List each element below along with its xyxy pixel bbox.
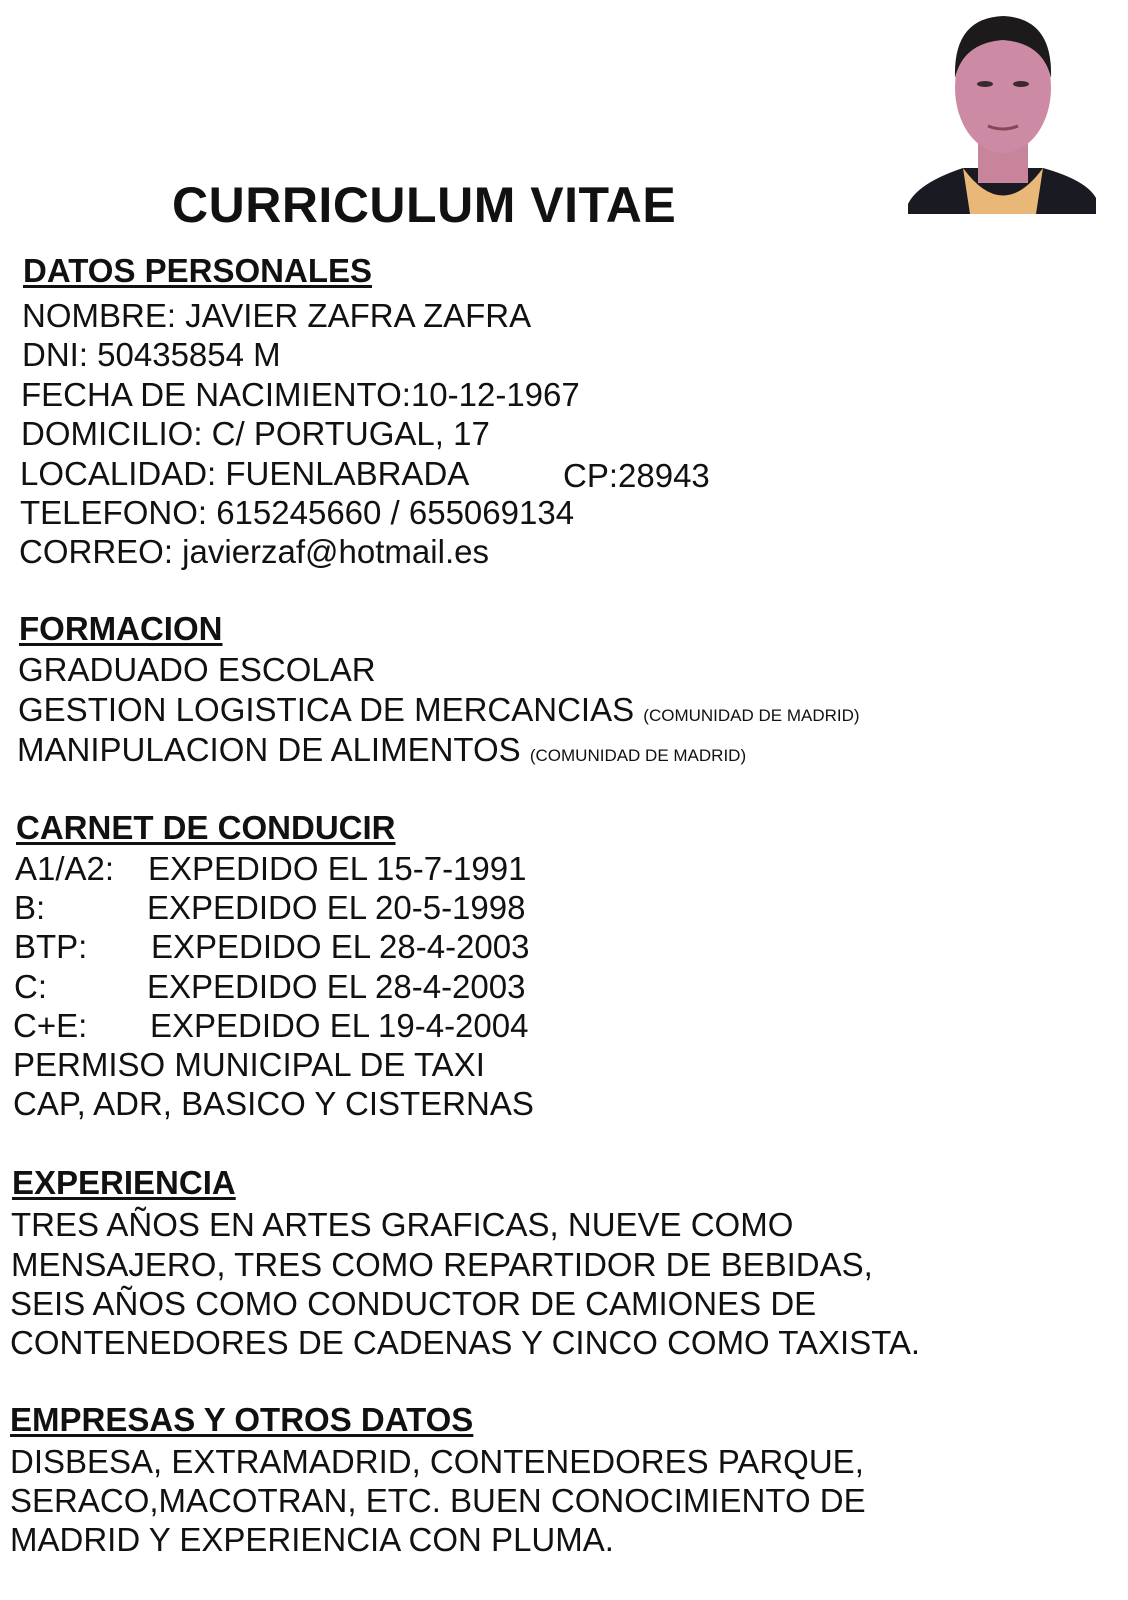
- dni-line: DNI: 50435854 M: [22, 336, 281, 373]
- experience-line: SEIS AÑOS COMO CONDUCTOR DE CAMIONES DE: [10, 1285, 817, 1322]
- license-row: C: EXPEDIDO EL 28-4-2003: [14, 968, 526, 1005]
- companies-line: DISBESA, EXTRAMADRID, CONTENEDORES PARQUE,: [10, 1443, 864, 1480]
- address-line: DOMICILIO: C/ PORTUGAL, 17: [21, 415, 490, 452]
- locality-line: LOCALIDAD: FUENLABRADA: [20, 455, 470, 492]
- section-heading-carnet: CARNET DE CONDUCIR: [16, 809, 396, 846]
- birthdate-line: FECHA DE NACIMIENTO:10-12-1967: [21, 376, 580, 413]
- experience-line: TRES AÑOS EN ARTES GRAFICAS, NUEVE COMO: [11, 1206, 794, 1243]
- license-row: BTP: EXPEDIDO EL 28-4-2003: [14, 928, 530, 965]
- education-item: GESTION LOGISTICA DE MERCANCIAS (COMUNIDAD DE MADRID): [18, 691, 860, 728]
- name-line: NOMBRE: JAVIER ZAFRA ZAFRA: [22, 297, 532, 334]
- companies-line: MADRID Y EXPERIENCIA CON PLUMA.: [10, 1521, 614, 1558]
- phone-line: TELEFONO: 615245660 / 655069134: [20, 494, 575, 531]
- license-row: B: EXPEDIDO EL 20-5-1998: [14, 889, 526, 926]
- license-extra: PERMISO MUNICIPAL DE TAXI: [13, 1046, 485, 1083]
- section-heading-formacion: FORMACION: [19, 610, 223, 647]
- section-heading-empresas: EMPRESAS Y OTROS DATOS: [10, 1401, 474, 1438]
- companies-line: SERACO,MACOTRAN, ETC. BUEN CONOCIMIENTO DE: [10, 1482, 866, 1519]
- profile-photo: [908, 8, 1096, 214]
- education-note: (COMUNIDAD DE MADRID): [643, 706, 860, 725]
- section-heading-experiencia: EXPERIENCIA: [12, 1164, 236, 1201]
- section-heading-personal: DATOS PERSONALES: [23, 252, 372, 289]
- license-row: C+E: EXPEDIDO EL 19-4-2004: [13, 1007, 529, 1044]
- license-row: A1/A2: EXPEDIDO EL 15-7-1991: [15, 850, 527, 887]
- page-title: CURRICULUM VITAE: [172, 177, 677, 233]
- education-item: MANIPULACION DE ALIMENTOS (COMUNIDAD DE MADRID): [17, 731, 747, 768]
- experience-line: MENSAJERO, TRES COMO REPARTIDOR DE BEBIDAS,: [11, 1246, 873, 1283]
- experience-line: CONTENEDORES DE CADENAS Y CINCO COMO TAXISTA.: [10, 1324, 921, 1361]
- education-note: (COMUNIDAD DE MADRID): [529, 746, 747, 765]
- license-extra: CAP, ADR, BASICO Y CISTERNAS: [13, 1085, 534, 1122]
- education-item: GRADUADO ESCOLAR: [18, 651, 376, 688]
- email-line: CORREO: javierzaf@hotmail.es: [19, 533, 489, 570]
- postal-code: CP:28943: [563, 457, 710, 494]
